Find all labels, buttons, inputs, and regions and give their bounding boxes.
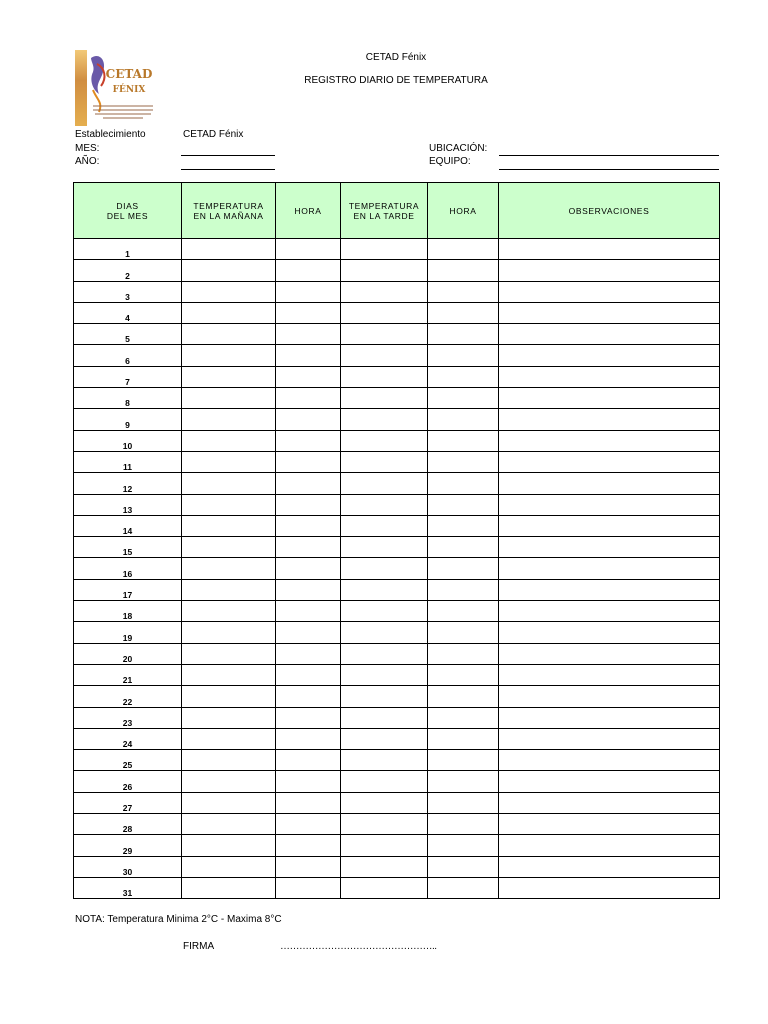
observaciones-cell[interactable] <box>499 877 720 898</box>
temperatura-manana-cell[interactable] <box>182 537 276 558</box>
observaciones-cell[interactable] <box>499 728 720 749</box>
temperatura-tarde-cell[interactable] <box>341 324 428 345</box>
hora-tarde-cell[interactable] <box>428 856 499 877</box>
temperatura-tarde-cell[interactable] <box>341 601 428 622</box>
hora-manana-cell[interactable] <box>276 579 341 600</box>
hora-tarde-cell[interactable] <box>428 686 499 707</box>
table-row <box>74 601 720 622</box>
hora-manana-cell[interactable] <box>276 601 341 622</box>
observaciones-cell[interactable] <box>499 750 720 771</box>
temperatura-tarde-cell[interactable] <box>341 558 428 579</box>
hora-tarde-cell[interactable] <box>428 643 499 664</box>
observaciones-cell[interactable] <box>499 537 720 558</box>
day-number-cell: 19 <box>74 622 182 643</box>
table-row <box>74 388 720 409</box>
equipo-field[interactable] <box>499 169 719 170</box>
hora-tarde-cell[interactable] <box>428 302 499 323</box>
table-header-row <box>74 183 720 239</box>
temperatura-tarde-cell[interactable] <box>341 302 428 323</box>
establecimiento-value: CETAD Fénix <box>183 129 244 140</box>
hora-tarde-cell[interactable] <box>428 345 499 366</box>
svg-text:FÉNIX: FÉNIX <box>112 85 146 95</box>
hora-tarde-cell[interactable] <box>428 473 499 494</box>
day-number-cell: 7 <box>74 366 182 387</box>
table-row <box>74 856 720 877</box>
day-number-cell: 14 <box>74 515 182 536</box>
observaciones-cell[interactable] <box>499 622 720 643</box>
day-number-cell: 18 <box>74 601 182 622</box>
table-row <box>74 281 720 302</box>
hora-manana-cell[interactable] <box>276 686 341 707</box>
day-number-cell: 30 <box>74 856 182 877</box>
svg-text:CETAD: CETAD <box>105 67 153 81</box>
temperatura-tarde-cell[interactable] <box>341 239 428 260</box>
equipo-label: EQUIPO: <box>429 156 471 167</box>
day-number-cell: 27 <box>74 792 182 813</box>
temperatura-tarde-cell[interactable] <box>341 622 428 643</box>
observaciones-cell[interactable] <box>499 707 720 728</box>
hora-tarde-cell[interactable] <box>428 601 499 622</box>
day-number-cell: 29 <box>74 835 182 856</box>
day-number-cell: 31 <box>74 877 182 898</box>
hora-manana-cell[interactable] <box>276 814 341 835</box>
document-title: REGISTRO DIARIO DE TEMPERATURA <box>304 75 488 86</box>
table-row <box>74 750 720 771</box>
hora-tarde-cell[interactable] <box>428 388 499 409</box>
hora-tarde-cell[interactable] <box>428 814 499 835</box>
firma-line[interactable]: ………………………………………….. <box>280 941 437 952</box>
temperatura-manana-cell[interactable] <box>182 835 276 856</box>
hora-manana-cell[interactable] <box>276 324 341 345</box>
firma-label: FIRMA <box>183 941 215 952</box>
temperatura-manana-cell[interactable] <box>182 388 276 409</box>
observaciones-cell[interactable] <box>499 302 720 323</box>
temperatura-tarde-cell[interactable] <box>341 494 428 515</box>
day-number-cell: 16 <box>74 558 182 579</box>
col-temperatura-tarde-header: TEMPERATURA EN LA TARDE <box>341 183 428 239</box>
observaciones-cell[interactable] <box>499 345 720 366</box>
temperatura-manana-cell[interactable] <box>182 260 276 281</box>
day-number-cell: 12 <box>74 473 182 494</box>
hora-manana-cell[interactable] <box>276 558 341 579</box>
hora-tarde-cell[interactable] <box>428 537 499 558</box>
hora-tarde-cell[interactable] <box>428 664 499 685</box>
table-row <box>74 686 720 707</box>
day-number-cell: 2 <box>74 260 182 281</box>
hora-tarde-cell[interactable] <box>428 771 499 792</box>
observaciones-cell[interactable] <box>499 771 720 792</box>
temperatura-manana-cell[interactable] <box>182 622 276 643</box>
temperatura-tarde-cell[interactable] <box>341 686 428 707</box>
hora-manana-cell[interactable] <box>276 494 341 515</box>
temperatura-manana-cell[interactable] <box>182 643 276 664</box>
hora-manana-cell[interactable] <box>276 388 341 409</box>
temperatura-tarde-cell[interactable] <box>341 792 428 813</box>
temperatura-tarde-cell[interactable] <box>341 750 428 771</box>
establecimiento-label: Establecimiento <box>75 129 146 140</box>
hora-manana-cell[interactable] <box>276 792 341 813</box>
temperatura-tarde-cell[interactable] <box>341 579 428 600</box>
hora-tarde-cell[interactable] <box>428 835 499 856</box>
day-number-cell: 26 <box>74 771 182 792</box>
hora-tarde-cell[interactable] <box>428 451 499 472</box>
temperatura-manana-cell[interactable] <box>182 515 276 536</box>
observaciones-cell[interactable] <box>499 451 720 472</box>
col-temperatura-manana-header: TEMPERATURA EN LA MAÑANA <box>182 183 276 239</box>
temperatura-manana-cell[interactable] <box>182 473 276 494</box>
temperatura-manana-cell[interactable] <box>182 345 276 366</box>
hora-tarde-cell[interactable] <box>428 324 499 345</box>
hora-manana-cell[interactable] <box>276 281 341 302</box>
hora-manana-cell[interactable] <box>276 622 341 643</box>
ubicacion-label: UBICACIÓN: <box>429 143 488 154</box>
temperatura-manana-cell[interactable] <box>182 579 276 600</box>
table-row <box>74 643 720 664</box>
table-row <box>74 324 720 345</box>
temperatura-tarde-cell[interactable] <box>341 281 428 302</box>
table-row <box>74 877 720 898</box>
temperatura-manana-cell[interactable] <box>182 281 276 302</box>
hora-tarde-cell[interactable] <box>428 877 499 898</box>
day-number-cell: 13 <box>74 494 182 515</box>
hora-tarde-cell[interactable] <box>428 750 499 771</box>
table-row <box>74 473 720 494</box>
hora-manana-cell[interactable] <box>276 643 341 664</box>
temperatura-tarde-cell[interactable] <box>341 814 428 835</box>
temperatura-manana-cell[interactable] <box>182 856 276 877</box>
temperatura-manana-cell[interactable] <box>182 239 276 260</box>
observaciones-cell[interactable] <box>499 324 720 345</box>
hora-tarde-cell[interactable] <box>428 494 499 515</box>
temperatura-manana-cell[interactable] <box>182 558 276 579</box>
table-row <box>74 664 720 685</box>
day-number-cell: 22 <box>74 686 182 707</box>
temperatura-manana-cell[interactable] <box>182 430 276 451</box>
day-number-cell: 21 <box>74 664 182 685</box>
temperatura-manana-cell[interactable] <box>182 686 276 707</box>
hora-tarde-cell[interactable] <box>428 366 499 387</box>
day-number-cell: 6 <box>74 345 182 366</box>
temperatura-manana-cell[interactable] <box>182 750 276 771</box>
hora-tarde-cell[interactable] <box>428 515 499 536</box>
ubicacion-field[interactable] <box>499 155 719 156</box>
temperatura-manana-cell[interactable] <box>182 324 276 345</box>
hora-tarde-cell[interactable] <box>428 728 499 749</box>
observaciones-cell[interactable] <box>499 515 720 536</box>
temperatura-tarde-cell[interactable] <box>341 388 428 409</box>
table-row <box>74 260 720 281</box>
day-number-cell: 1 <box>74 239 182 260</box>
hora-manana-cell[interactable] <box>276 856 341 877</box>
anio-field[interactable] <box>181 169 275 170</box>
temperatura-manana-cell[interactable] <box>182 494 276 515</box>
temperatura-manana-cell[interactable] <box>182 302 276 323</box>
day-number-cell: 24 <box>74 728 182 749</box>
temperatura-tarde-cell[interactable] <box>341 664 428 685</box>
temperatura-tarde-cell[interactable] <box>341 345 428 366</box>
temperatura-manana-cell[interactable] <box>182 707 276 728</box>
temperatura-tarde-cell[interactable] <box>341 771 428 792</box>
col-observaciones-header: OBSERVACIONES <box>499 183 720 239</box>
hora-tarde-cell[interactable] <box>428 281 499 302</box>
hora-tarde-cell[interactable] <box>428 558 499 579</box>
org-name: CETAD Fénix <box>365 52 427 63</box>
hora-manana-cell[interactable] <box>276 345 341 366</box>
mes-label: MES: <box>75 143 100 154</box>
temperatura-tarde-cell[interactable] <box>341 260 428 281</box>
hora-manana-cell[interactable] <box>276 451 341 472</box>
table-body <box>74 239 720 899</box>
observaciones-cell[interactable] <box>499 281 720 302</box>
temperatura-tarde-cell[interactable] <box>341 877 428 898</box>
temperatura-tarde-cell[interactable] <box>341 430 428 451</box>
hora-manana-cell[interactable] <box>276 473 341 494</box>
observaciones-cell[interactable] <box>499 260 720 281</box>
col-hora-tarde-header: HORA <box>428 183 499 239</box>
hora-manana-cell[interactable] <box>276 877 341 898</box>
observaciones-cell[interactable] <box>499 643 720 664</box>
day-number-cell: 17 <box>74 579 182 600</box>
table-row <box>74 728 720 749</box>
temperatura-tarde-cell[interactable] <box>341 728 428 749</box>
day-number-cell: 5 <box>74 324 182 345</box>
table-row <box>74 239 720 260</box>
observaciones-cell[interactable] <box>499 856 720 877</box>
hora-tarde-cell[interactable] <box>428 579 499 600</box>
table-row <box>74 409 720 430</box>
table-row <box>74 558 720 579</box>
temperatura-tarde-cell[interactable] <box>341 366 428 387</box>
temperatura-manana-cell[interactable] <box>182 409 276 430</box>
cetad-fenix-logo <box>73 50 159 126</box>
table-row <box>74 345 720 366</box>
hora-manana-cell[interactable] <box>276 260 341 281</box>
hora-manana-cell[interactable] <box>276 537 341 558</box>
day-number-cell: 23 <box>74 707 182 728</box>
temperatura-manana-cell[interactable] <box>182 728 276 749</box>
table-row <box>74 792 720 813</box>
day-number-cell: 15 <box>74 537 182 558</box>
temperatura-tarde-cell[interactable] <box>341 537 428 558</box>
temperatura-manana-cell[interactable] <box>182 771 276 792</box>
temperatura-manana-cell[interactable] <box>182 877 276 898</box>
hora-manana-cell[interactable] <box>276 302 341 323</box>
table-row <box>74 537 720 558</box>
day-number-cell: 25 <box>74 750 182 771</box>
table-row <box>74 302 720 323</box>
table-row <box>74 366 720 387</box>
observaciones-cell[interactable] <box>499 579 720 600</box>
hora-manana-cell[interactable] <box>276 750 341 771</box>
temperatura-manana-cell[interactable] <box>182 451 276 472</box>
temperatura-manana-cell[interactable] <box>182 601 276 622</box>
observaciones-cell[interactable] <box>499 686 720 707</box>
temperatura-manana-cell[interactable] <box>182 792 276 813</box>
observaciones-cell[interactable] <box>499 664 720 685</box>
day-number-cell: 8 <box>74 388 182 409</box>
mes-field[interactable] <box>181 155 275 156</box>
observaciones-cell[interactable] <box>499 239 720 260</box>
hora-tarde-cell[interactable] <box>428 409 499 430</box>
temperatura-tarde-cell[interactable] <box>341 643 428 664</box>
hora-manana-cell[interactable] <box>276 707 341 728</box>
day-number-cell: 20 <box>74 643 182 664</box>
table-row <box>74 622 720 643</box>
observaciones-cell[interactable] <box>499 366 720 387</box>
anio-label: AÑO: <box>75 156 100 167</box>
observaciones-cell[interactable] <box>499 558 720 579</box>
hora-tarde-cell[interactable] <box>428 792 499 813</box>
hora-manana-cell[interactable] <box>276 366 341 387</box>
day-number-cell: 9 <box>74 409 182 430</box>
hora-manana-cell[interactable] <box>276 771 341 792</box>
temperatura-manana-cell[interactable] <box>182 366 276 387</box>
temperature-log-table <box>73 182 720 899</box>
table-row <box>74 579 720 600</box>
hora-manana-cell[interactable] <box>276 409 341 430</box>
observaciones-cell[interactable] <box>499 409 720 430</box>
temperatura-tarde-cell[interactable] <box>341 707 428 728</box>
temperatura-tarde-cell[interactable] <box>341 473 428 494</box>
hora-tarde-cell[interactable] <box>428 622 499 643</box>
hora-manana-cell[interactable] <box>276 430 341 451</box>
temperatura-tarde-cell[interactable] <box>341 451 428 472</box>
table-row <box>74 515 720 536</box>
temperatura-tarde-cell[interactable] <box>341 856 428 877</box>
observaciones-cell[interactable] <box>499 601 720 622</box>
hora-tarde-cell[interactable] <box>428 707 499 728</box>
observaciones-cell[interactable] <box>499 388 720 409</box>
nota-text: NOTA: Temperatura Minima 2°C - Maxima 8°C <box>75 914 282 925</box>
table-row <box>74 494 720 515</box>
table-row <box>74 707 720 728</box>
day-number-cell: 10 <box>74 430 182 451</box>
temperatura-tarde-cell[interactable] <box>341 515 428 536</box>
col-dias-del-mes-header: DIAS DEL MES <box>74 183 182 239</box>
hora-manana-cell[interactable] <box>276 835 341 856</box>
table-row <box>74 814 720 835</box>
temperatura-tarde-cell[interactable] <box>341 409 428 430</box>
col-hora-manana-header: HORA <box>276 183 341 239</box>
table-row <box>74 835 720 856</box>
day-number-cell: 28 <box>74 814 182 835</box>
observaciones-cell[interactable] <box>499 814 720 835</box>
observaciones-cell[interactable] <box>499 494 720 515</box>
day-number-cell: 11 <box>74 451 182 472</box>
temperatura-manana-cell[interactable] <box>182 814 276 835</box>
observaciones-cell[interactable] <box>499 835 720 856</box>
hora-tarde-cell[interactable] <box>428 260 499 281</box>
observaciones-cell[interactable] <box>499 473 720 494</box>
table-row <box>74 771 720 792</box>
hora-tarde-cell[interactable] <box>428 239 499 260</box>
temperatura-manana-cell[interactable] <box>182 664 276 685</box>
hora-manana-cell[interactable] <box>276 515 341 536</box>
day-number-cell: 3 <box>74 281 182 302</box>
day-number-cell: 4 <box>74 302 182 323</box>
temperatura-tarde-cell[interactable] <box>341 835 428 856</box>
table-row <box>74 430 720 451</box>
table-row <box>74 451 720 472</box>
hora-manana-cell[interactable] <box>276 728 341 749</box>
hora-manana-cell[interactable] <box>276 239 341 260</box>
hora-manana-cell[interactable] <box>276 664 341 685</box>
observaciones-cell[interactable] <box>499 792 720 813</box>
hora-tarde-cell[interactable] <box>428 430 499 451</box>
observaciones-cell[interactable] <box>499 430 720 451</box>
